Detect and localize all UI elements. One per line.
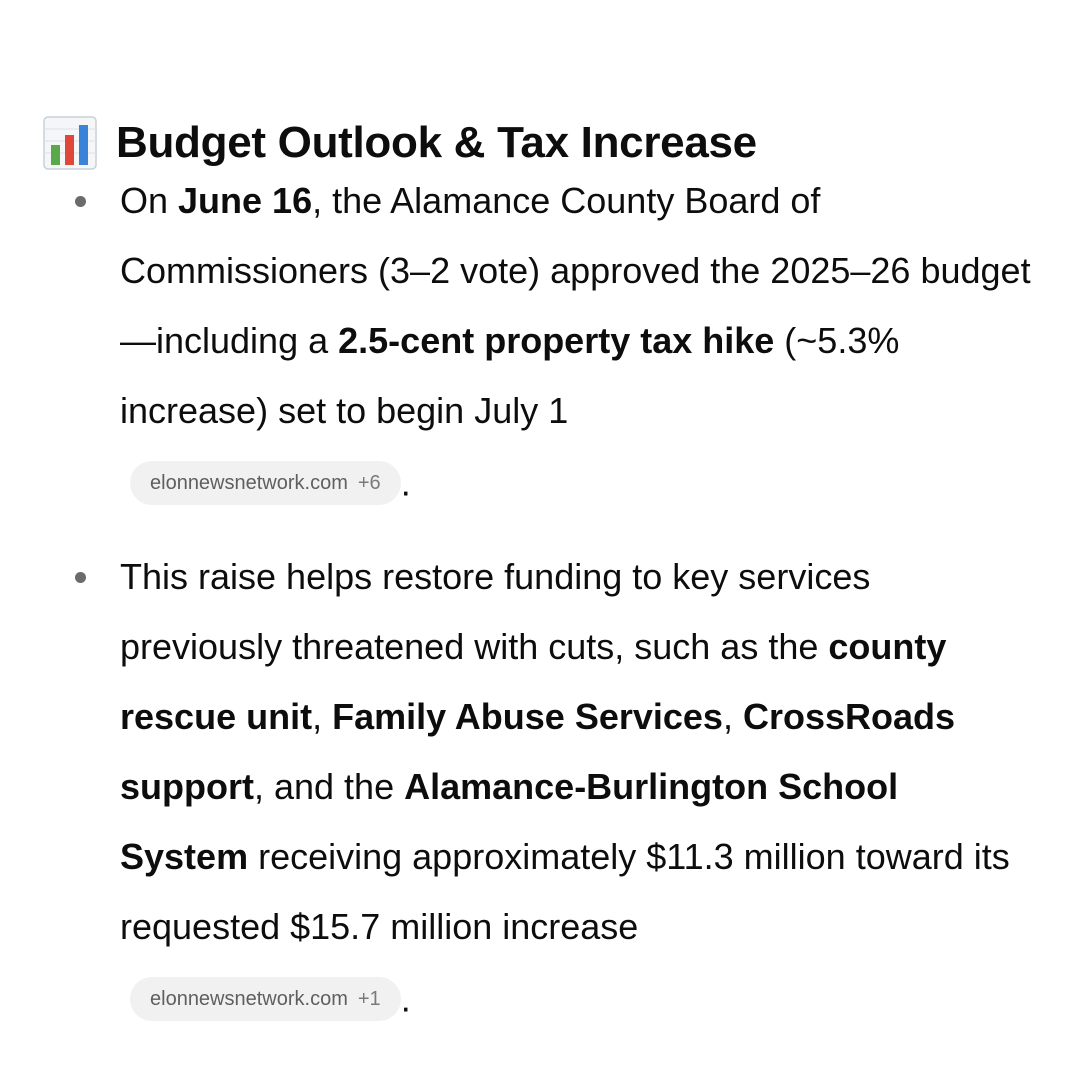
text-run: receiving approximately $11.3 million toward its requested $15.7 million increase	[120, 836, 1010, 947]
text-run: , and the	[253, 766, 405, 807]
trailing-period: .	[400, 978, 411, 1020]
text-run: , the Alamance County Board of Commissioners (3–2 vote) approved the 2025–26 budget—including a	[120, 180, 1031, 361]
bold-school-system: Alamance-Burlington School System	[120, 766, 899, 877]
list-item	[0, 166, 1080, 516]
citation-count: +1	[357, 988, 381, 1011]
citation-chip[interactable]	[130, 977, 401, 1021]
text-run: ,	[312, 696, 333, 737]
text-run: (~5.3% increase) set to begin July 1	[120, 320, 900, 431]
trailing-period: .	[400, 462, 411, 504]
citation-line	[120, 446, 1036, 516]
bold-service: CrossRoads support	[120, 696, 956, 807]
text-run: On	[120, 180, 179, 221]
citation-source: elonnewsnetwork.com	[150, 472, 348, 495]
list-item	[0, 542, 1080, 1032]
bold-service: Family Abuse Services	[332, 696, 723, 737]
section-heading	[42, 111, 757, 175]
bold-service: county rescue unit	[120, 626, 947, 737]
bullet-text	[120, 180, 1031, 431]
bullet-text	[120, 556, 1010, 947]
bold-tax-hike: 2.5-cent property tax hike	[338, 320, 775, 361]
citation-chip[interactable]	[130, 461, 401, 505]
citation-source: elonnewsnetwork.com	[150, 988, 348, 1011]
text-run: This raise helps restore funding to key services previously threatened with cuts, such as the	[120, 556, 871, 667]
citation-line	[120, 962, 1036, 1032]
bullet-list	[0, 166, 1080, 1032]
bold-date: June 16	[178, 180, 313, 221]
section-title: Budget Outlook & Tax Increase	[116, 117, 757, 167]
text-run: ,	[722, 696, 743, 737]
bullet-dot	[75, 572, 86, 583]
bullet-dot	[75, 196, 86, 207]
bar-chart-icon	[42, 115, 98, 171]
citation-count: +6	[357, 472, 381, 495]
